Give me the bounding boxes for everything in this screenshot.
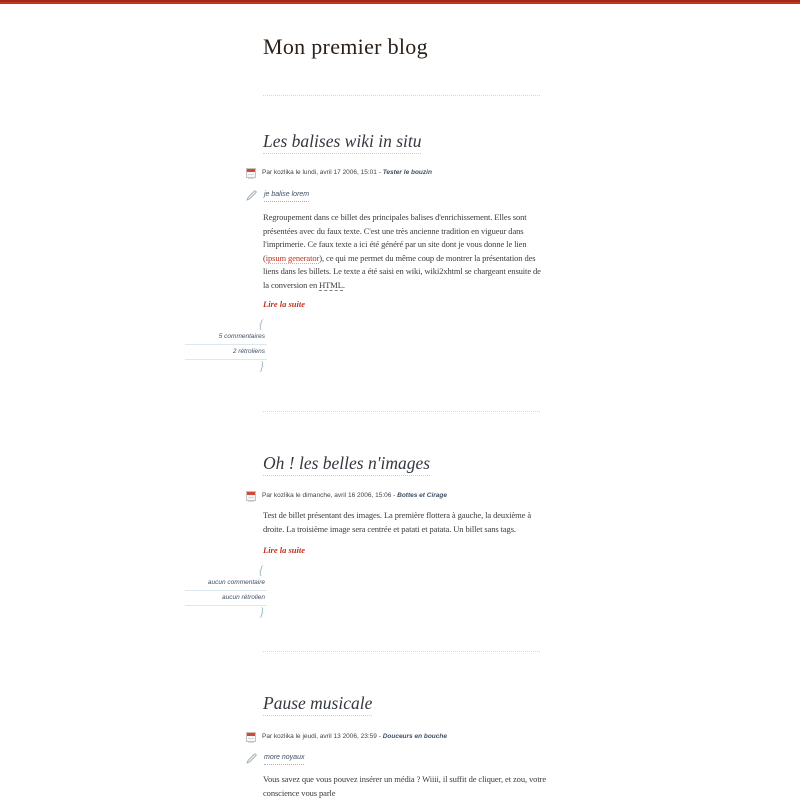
excerpt-text: ), ce qui me permet du même coup de montrer la présentation des liens dans les billets. Le texte a été saisi en wiki, wiki2xhtml se chargeant ensuite de la conversion en bbox=[263, 252, 541, 290]
trackbacks-line bbox=[185, 591, 267, 606]
comments-line bbox=[185, 330, 267, 345]
pencil-tag-icon bbox=[246, 190, 257, 201]
post-meta bbox=[246, 490, 547, 501]
post-title bbox=[263, 692, 547, 714]
calendar-icon bbox=[246, 168, 256, 178]
read-more bbox=[263, 545, 547, 556]
open-brace: { bbox=[258, 562, 264, 577]
excerpt-text: . bbox=[342, 279, 345, 290]
post-excerpt bbox=[263, 773, 547, 800]
post-date-text: Par kozlika le lundi, avril 17 2006, 15:01 - bbox=[262, 169, 383, 176]
comments-link[interactable]: aucun commentaire bbox=[207, 579, 265, 586]
main-content bbox=[207, 0, 547, 800]
post-title-link[interactable]: Oh ! les belles n'images bbox=[263, 453, 430, 476]
trackbacks-link[interactable]: 2 rétroliens bbox=[232, 348, 265, 355]
post-separator bbox=[263, 411, 540, 412]
category-link[interactable]: Douceurs en bouche bbox=[382, 733, 447, 740]
post-les-balises-wiki bbox=[218, 130, 547, 373]
read-more-link[interactable]: Lire la suite bbox=[263, 545, 306, 555]
excerpt-text: Test de billet présentant des images. La première flottera à gauche, la deuxième à droite. La troisième image sera centrée et patati et patata. Un billet sans tags. bbox=[263, 510, 532, 534]
post-title bbox=[263, 452, 547, 474]
post-excerpt bbox=[263, 509, 547, 536]
open-brace: { bbox=[258, 316, 264, 331]
tag-link[interactable]: je balise lorem bbox=[264, 189, 309, 202]
post-date bbox=[262, 731, 447, 742]
post-title bbox=[263, 130, 547, 152]
post-date bbox=[262, 490, 447, 501]
trackbacks-line bbox=[185, 345, 267, 360]
post-meta bbox=[246, 167, 547, 178]
post-title-link[interactable]: Pause musicale bbox=[263, 693, 372, 716]
post-tags bbox=[246, 189, 547, 202]
category-link[interactable]: Bottes et Cirage bbox=[397, 492, 447, 499]
category-link[interactable]: Tester le bouzin bbox=[382, 169, 432, 176]
post-date-text: Par kozlika le dimanche, avril 16 2006, 15:06 - bbox=[262, 492, 398, 499]
post-separator bbox=[263, 651, 540, 652]
comments-line bbox=[185, 576, 267, 591]
blog-title-link[interactable]: Mon premier blog bbox=[263, 34, 428, 59]
close-brace: } bbox=[258, 604, 264, 619]
calendar-icon bbox=[246, 491, 256, 501]
post-date bbox=[262, 167, 432, 178]
trackbacks-link[interactable]: aucun rétrolien bbox=[222, 594, 265, 601]
post-separator bbox=[263, 95, 540, 96]
comments-link[interactable]: 5 commentaires bbox=[218, 333, 265, 340]
excerpt-text: Vous savez que vous pouvez insérer un média ? Wiiii, il suffit de cliquer, et zou, votre conscience vous parle bbox=[263, 774, 546, 798]
read-more-link[interactable]: Lire la suite bbox=[263, 299, 306, 309]
read-more bbox=[263, 299, 547, 310]
post-meta bbox=[246, 731, 547, 742]
comments-trackbacks-block bbox=[185, 564, 267, 618]
post-tags bbox=[246, 752, 547, 765]
close-brace: } bbox=[258, 358, 264, 373]
post-excerpt bbox=[263, 211, 547, 292]
pencil-tag-icon bbox=[246, 753, 257, 764]
post-belles-n-images bbox=[207, 452, 547, 619]
post-title-link[interactable]: Les balises wiki in situ bbox=[263, 131, 421, 154]
post-pause-musicale bbox=[263, 692, 547, 800]
post-date-text: Par kozlika le jeudi, avril 13 2006, 23:59 - bbox=[262, 733, 383, 740]
excerpt-text: Regroupement dans ce billet des principales balises d'enrichissement. Elles sont présentées avec du faux texte. C'est une très ancienne tradition en vigueur dans l'imprimerie. Ce faux texte a ici été généré par un site dont je vous donne le lien ( bbox=[263, 212, 527, 263]
html-abbr: HTML bbox=[319, 279, 343, 290]
calendar-icon bbox=[246, 732, 256, 742]
blog-title bbox=[263, 35, 547, 59]
comments-trackbacks-block bbox=[185, 318, 267, 372]
ipsum-generator-link[interactable]: ipsum generator bbox=[265, 252, 320, 263]
tag-link[interactable]: more noyaux bbox=[264, 752, 304, 765]
